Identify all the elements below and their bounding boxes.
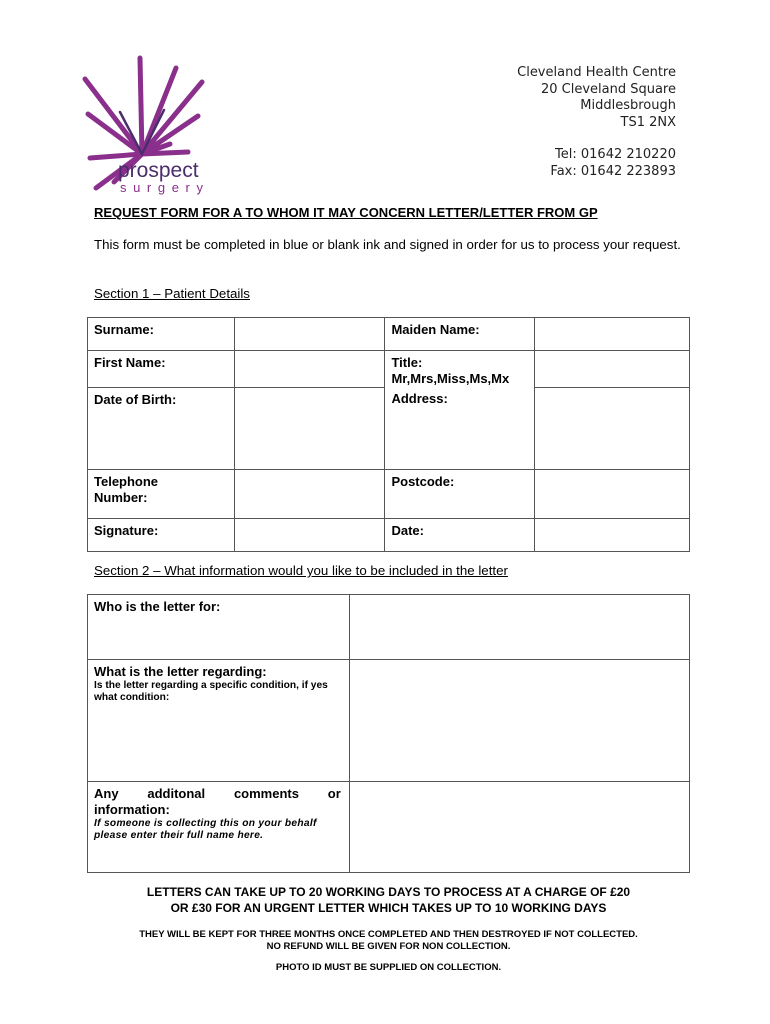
section-1-heading: Section 1 – Patient Details bbox=[94, 286, 250, 301]
telephone-label-2: Number: bbox=[94, 489, 148, 505]
comments-label bbox=[94, 786, 341, 802]
who-for-label: Who is the letter for: bbox=[88, 595, 350, 660]
regarding-label: What is the letter regarding: bbox=[94, 664, 267, 679]
address-field[interactable] bbox=[534, 387, 689, 469]
comments-field[interactable] bbox=[349, 782, 689, 873]
comments-label-cell bbox=[88, 782, 350, 873]
comments-label-2: information: bbox=[94, 802, 170, 817]
dob-field[interactable] bbox=[235, 387, 385, 469]
brand-subtitle: surgery bbox=[120, 180, 210, 195]
signature-label: Signature: bbox=[88, 518, 235, 551]
comments-word: Any bbox=[94, 786, 119, 801]
practice-address bbox=[517, 65, 676, 180]
retention-notice-line: THEY WILL BE KEPT FOR THREE MONTHS ONCE COMPLETED AND THEN DESTROYED IF NOT COLLECTED. bbox=[139, 929, 638, 940]
telephone-label-cell bbox=[88, 469, 235, 518]
form-title: REQUEST FORM FOR A TO WHOM IT MAY CONCERN LETTER/LETTER FROM GP bbox=[94, 205, 598, 220]
form-instructions: This form must be completed in blue or blank ink and signed in order for us to process your request. bbox=[94, 237, 681, 252]
retention-notice-line: NO REFUND WILL BE GIVEN FOR NON COLLECTION. bbox=[266, 941, 511, 952]
charge-notice-line: LETTERS CAN TAKE UP TO 20 WORKING DAYS TO PROCESS AT A CHARGE OF £20 bbox=[146, 885, 631, 899]
telephone: Tel: 01642 210220 bbox=[555, 147, 676, 162]
title-options: Mr,Mrs,Miss,Ms,Mx bbox=[391, 371, 510, 386]
section-2-heading: Section 2 – What information would you like to be included in the letter bbox=[94, 563, 508, 578]
comments-word: comments bbox=[233, 786, 299, 801]
postcode-label: Postcode: bbox=[385, 469, 534, 518]
regarding-field[interactable] bbox=[349, 660, 689, 782]
title-label: Title: bbox=[391, 355, 423, 370]
address-label: Address: bbox=[385, 387, 534, 469]
comments-word: or bbox=[327, 786, 341, 801]
surname-label: Surname: bbox=[88, 318, 235, 351]
address-line: Middlesbrough bbox=[580, 98, 676, 113]
comments-word: additonal bbox=[147, 786, 206, 801]
title-field[interactable] bbox=[534, 351, 689, 388]
maiden-name-label: Maiden Name: bbox=[385, 318, 534, 351]
regarding-note: Is the letter regarding a specific condition, if yes what condition: bbox=[94, 680, 328, 703]
patient-details-table bbox=[87, 317, 690, 552]
photo-id-notice: PHOTO ID MUST BE SUPPLIED ON COLLECTION. bbox=[275, 962, 502, 973]
charge-notice-line: OR £30 FOR AN URGENT LETTER WHICH TAKES UP TO 10 WORKING DAYS bbox=[170, 901, 607, 915]
surname-field[interactable] bbox=[235, 318, 385, 351]
address-line: Cleveland Health Centre bbox=[517, 65, 676, 80]
first-name-field[interactable] bbox=[235, 351, 385, 388]
telephone-field[interactable] bbox=[235, 469, 385, 518]
address-line: TS1 2NX bbox=[620, 114, 676, 130]
postcode-field[interactable] bbox=[534, 469, 689, 518]
first-name-label: First Name: bbox=[88, 351, 235, 388]
regarding-label-cell bbox=[88, 660, 350, 782]
date-field[interactable] bbox=[534, 518, 689, 551]
date-label: Date: bbox=[385, 518, 534, 551]
fax: Fax: 01642 223893 bbox=[550, 163, 676, 179]
comments-note: If someone is collecting this on your behalf please enter their full name here. bbox=[94, 818, 317, 841]
address-line: 20 Cleveland Square bbox=[540, 81, 676, 97]
retention-notice bbox=[87, 929, 690, 953]
letter-information-table bbox=[87, 594, 690, 873]
maiden-name-field[interactable] bbox=[534, 318, 689, 351]
who-for-field[interactable] bbox=[349, 595, 689, 660]
title-label-cell bbox=[385, 351, 534, 388]
telephone-label: Telephone bbox=[94, 473, 159, 489]
brand-name: prospect bbox=[118, 159, 199, 182]
charge-notice bbox=[87, 884, 690, 916]
signature-field[interactable] bbox=[235, 518, 385, 551]
dob-label: Date of Birth: bbox=[88, 387, 235, 469]
